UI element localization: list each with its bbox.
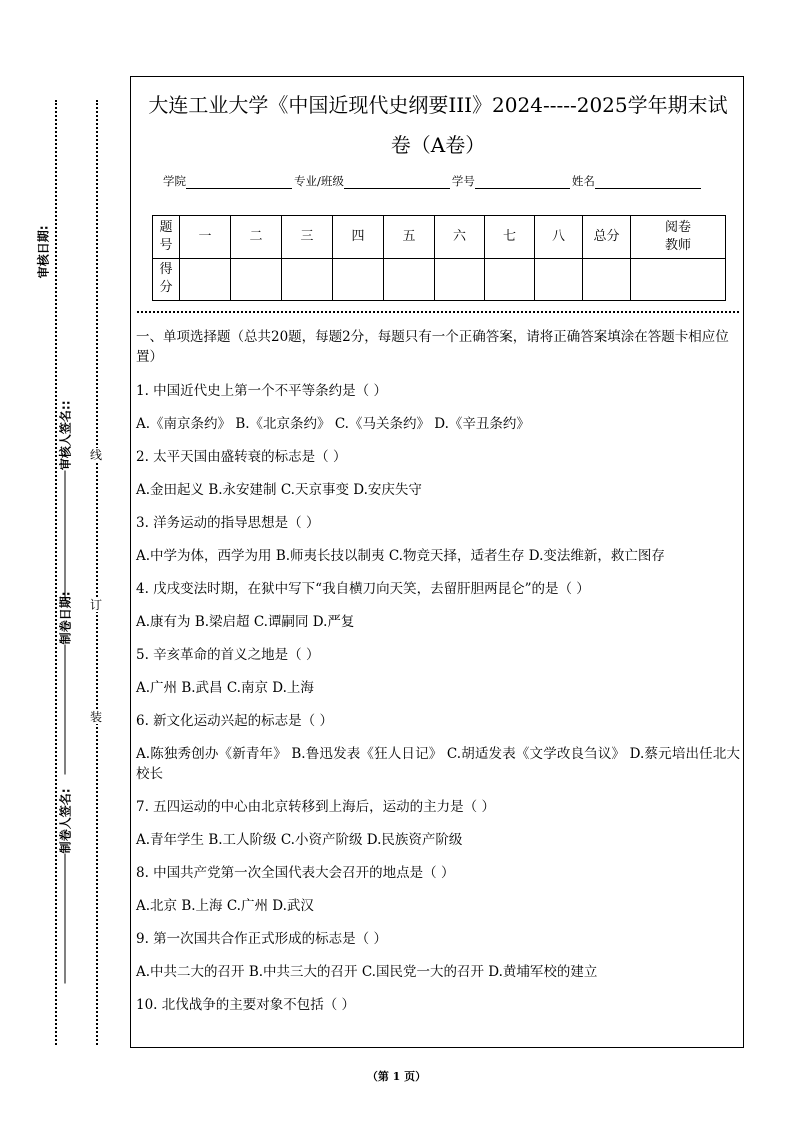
binding-mark-ding: 订 <box>89 598 102 612</box>
maker-date-blank[interactable] <box>65 644 66 774</box>
student-info-row <box>163 173 723 189</box>
name-label: 姓名 <box>571 174 595 188</box>
reviewer-sign-text: 审核人签名:: <box>58 400 73 471</box>
student-id-field[interactable] <box>475 176 570 189</box>
maker-date-text: 制卷日期: <box>58 591 73 645</box>
question-1: 1. 中国近代史上第一个不平等条约是（ ） <box>136 383 387 399</box>
question-9-options: A.中共二大的召开 B.中共三大的召开 C.国民党一大的召开 D.黄埔军校的建立 <box>136 964 598 980</box>
grader-header: 阅卷 教师 <box>631 216 726 259</box>
col-5: 五 <box>384 216 435 259</box>
question-9: 9. 第一次国共合作正式形成的标志是（ ） <box>136 931 387 947</box>
maker-sign-blank[interactable] <box>65 853 66 983</box>
college-field[interactable] <box>186 176 292 189</box>
question-10: 10. 北伐战争的主要对象不包括（ ） <box>136 997 356 1013</box>
major-field[interactable] <box>344 176 450 189</box>
question-4: 4. 戊戌变法时期，在狱中写下“我自横刀向天笑，去留肝胆两昆仑”的是（ ） <box>136 581 590 597</box>
col-7: 七 <box>485 216 535 259</box>
score-table <box>152 215 726 301</box>
binding-dotted-line-inner <box>96 100 98 1045</box>
exam-title <box>131 85 745 165</box>
col-total: 总分 <box>583 216 631 259</box>
question-2: 2. 太平天国由盛转衰的标志是（ ） <box>136 449 347 465</box>
score-cell-2[interactable] <box>231 258 282 301</box>
score-header: 得 分 <box>153 258 180 301</box>
col-4: 四 <box>333 216 384 259</box>
major-label: 专业/班级 <box>294 174 344 188</box>
binding-mark-zhuang: 装 <box>89 710 102 724</box>
maker-sign-field <box>57 789 74 1029</box>
binding-mark-xian: 线 <box>89 448 102 462</box>
col-8: 八 <box>535 216 583 259</box>
question-4-options: A.康有为 B.梁启超 C.谭嗣同 D.严复 <box>136 614 355 630</box>
maker-sign-text: 制卷人签名: <box>58 788 73 854</box>
exam-title-line2: 卷（A卷） <box>390 133 486 157</box>
question-5: 5. 辛亥革命的首义之地是（ ） <box>136 647 320 663</box>
section-heading: 一、单项选择题（总共20题，每题2分，每题只有一个正确答案，请将正确答案填涂在答题卡相应位置） <box>136 329 729 365</box>
question-8-options: A.北京 B.上海 C.广州 D.武汉 <box>136 898 314 914</box>
exam-frame <box>130 76 744 1048</box>
dotted-separator <box>137 311 739 313</box>
exam-title-line1: 大连工业大学《中国近现代史纲要III》2024-----2025学年期末试 <box>148 93 728 117</box>
reviewer-date-text: 审核日期: <box>36 225 51 279</box>
question-number-header: 题 号 <box>153 216 180 259</box>
score-cell-5[interactable] <box>384 258 435 301</box>
question-6: 6. 新文化运动兴起的标志是（ ） <box>136 713 333 729</box>
student-id-label: 学号 <box>451 174 475 188</box>
score-cell-total[interactable] <box>583 258 631 301</box>
question-3: 3. 洋务运动的指导思想是（ ） <box>136 515 320 531</box>
question-6-options: A.陈独秀创办《新青年》 B.鲁迅发表《狂人日记》 C.胡适发表《文学改良刍议》 D.蔡元培出任北大校长 <box>136 746 740 782</box>
reviewer-sign-blank[interactable] <box>65 470 66 600</box>
score-cell-6[interactable] <box>435 258 485 301</box>
col-1: 一 <box>180 216 231 259</box>
score-table-score-row <box>153 258 726 301</box>
reviewer-date-label <box>35 226 52 296</box>
question-2-options: A.金田起义 B.永安建制 C.天京事变 D.安庆失守 <box>136 482 422 498</box>
question-1-options: A.《南京条约》 B.《北京条约》 C.《马关条约》 D.《辛丑条约》 <box>136 416 530 432</box>
question-7: 7. 五四运动的中心由北京转移到上海后，运动的主力是（ ） <box>136 799 495 815</box>
col-3: 三 <box>282 216 333 259</box>
question-8: 8. 中国共产党第一次全国代表大会召开的地点是（ ） <box>136 865 455 881</box>
score-cell-3[interactable] <box>282 258 333 301</box>
score-cell-1[interactable] <box>180 258 231 301</box>
questions-section <box>136 327 740 1028</box>
score-cell-4[interactable] <box>333 258 384 301</box>
question-5-options: A.广州 B.武昌 C.南京 D.上海 <box>136 680 314 696</box>
name-field[interactable] <box>595 176 701 189</box>
question-3-options: A.中学为体，西学为用 B.师夷长技以制夷 C.物竞天择，适者生存 D.变法维新，救亡图存 <box>136 548 665 564</box>
score-cell-7[interactable] <box>485 258 535 301</box>
col-2: 二 <box>231 216 282 259</box>
college-label: 学院 <box>163 174 186 188</box>
col-6: 六 <box>435 216 485 259</box>
question-7-options: A.青年学生 B.工人阶级 C.小资产阶级 D.民族资产阶级 <box>136 832 463 848</box>
grader-cell[interactable] <box>631 258 726 301</box>
score-table-header-row <box>153 216 726 259</box>
score-cell-8[interactable] <box>535 258 583 301</box>
page-number: （第 1 页） <box>366 1070 427 1083</box>
